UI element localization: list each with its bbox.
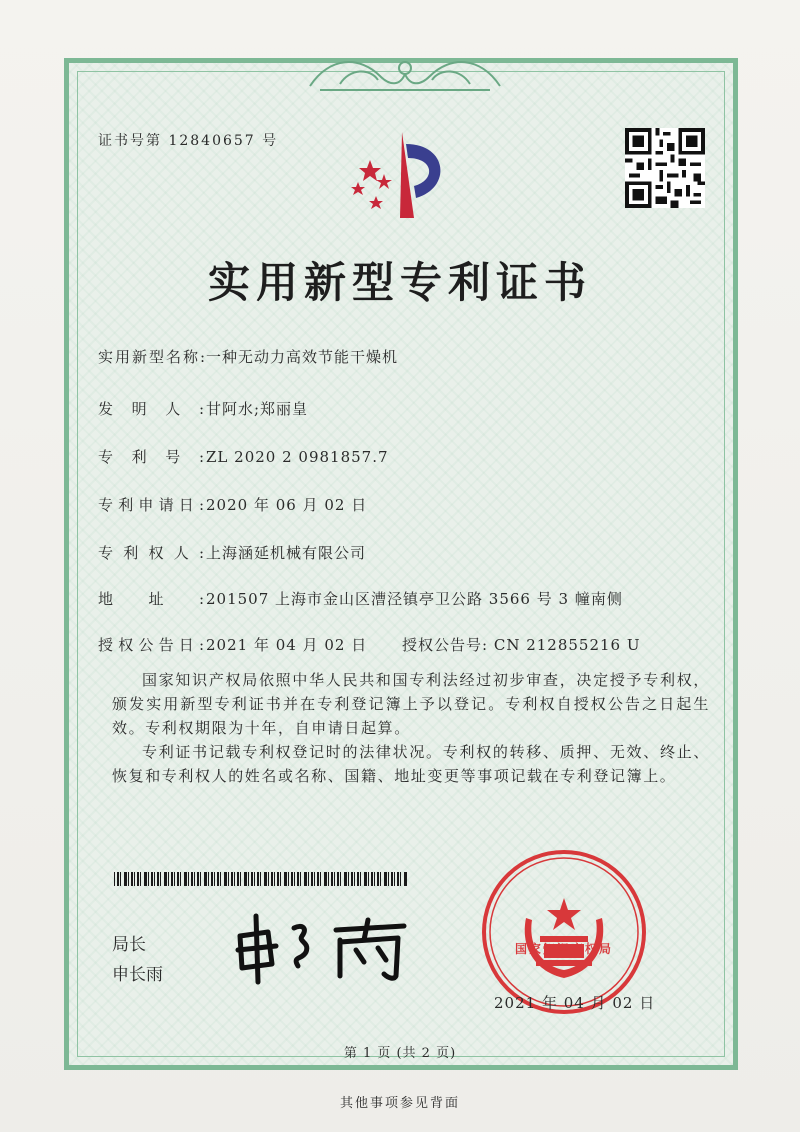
barcode-bar xyxy=(357,872,359,886)
barcode-bar xyxy=(264,872,267,886)
handwritten-signature-icon xyxy=(228,906,418,986)
barcode-bar xyxy=(294,872,295,886)
barcode-bar xyxy=(328,872,329,886)
barcode-bar xyxy=(254,872,255,886)
director-title: 局长 xyxy=(112,935,146,955)
barcode-bar xyxy=(151,872,153,886)
barcode-bar xyxy=(217,872,219,886)
field-label: 授权公告号: xyxy=(402,636,489,654)
barcode-bar xyxy=(284,872,287,886)
barcode-bar xyxy=(260,872,261,886)
field-announcement-number xyxy=(402,634,641,655)
barcode-bar xyxy=(164,872,167,886)
barcode-bar xyxy=(220,872,221,886)
barcode-bar xyxy=(337,872,339,886)
cnipa-logo-icon xyxy=(340,126,470,226)
field-patent-number xyxy=(98,446,389,467)
barcode-bar xyxy=(304,872,307,886)
barcode-bar xyxy=(244,872,247,886)
barcode-bar xyxy=(384,872,387,886)
barcode-bar xyxy=(388,872,389,886)
field-value: 上海涵延机械有限公司 xyxy=(206,544,367,562)
field-value: 一种无动力高效节能干燥机 xyxy=(206,348,399,366)
barcode-bar xyxy=(171,872,173,886)
field-grant-date xyxy=(98,634,367,655)
barcode-bar xyxy=(371,872,373,886)
certificate-title: 实用新型专利证书 xyxy=(207,258,592,307)
seal-text: 国家知识产权局 xyxy=(514,942,613,956)
barcode-bar xyxy=(137,872,139,886)
barcode-bar xyxy=(394,872,395,886)
barcode-bar xyxy=(248,872,249,886)
barcode-bar xyxy=(400,872,401,886)
barcode-bar xyxy=(288,872,289,886)
barcode-bar xyxy=(271,872,273,886)
barcode-bar xyxy=(268,872,269,886)
field-patentee xyxy=(98,542,366,563)
barcode-bar xyxy=(257,872,259,886)
barcode-bar xyxy=(404,872,407,886)
barcode-bar xyxy=(224,872,227,886)
barcode-bar xyxy=(240,872,241,886)
barcode-bar xyxy=(114,872,115,886)
certificate-number xyxy=(98,130,278,150)
barcode-bar xyxy=(380,872,381,886)
field-address xyxy=(98,588,623,609)
barcode-bar xyxy=(237,872,239,886)
back-note: 其他事项参见背面 xyxy=(339,1096,460,1111)
qr-code-icon xyxy=(625,128,705,208)
barcode-bar xyxy=(208,872,209,886)
certificate-number-suffix: 号 xyxy=(262,133,279,149)
barcode-bar xyxy=(214,872,215,886)
barcode-bar xyxy=(211,872,213,886)
barcode-bar xyxy=(317,872,319,886)
barcode-bar xyxy=(324,872,327,886)
field-label: 专利申请日: xyxy=(98,496,206,514)
barcode-bar xyxy=(231,872,233,886)
barcode-bar xyxy=(360,872,361,886)
barcode-bar xyxy=(397,872,399,886)
barcode-bar xyxy=(348,872,349,886)
director-name: 申长雨 xyxy=(112,965,163,985)
barcode-bar xyxy=(340,872,341,886)
barcode-bar xyxy=(180,872,181,886)
barcode-bar xyxy=(200,872,201,886)
page-number: 第 1 页 (共 2 页) xyxy=(343,1046,457,1061)
field-label: 专利号: xyxy=(98,448,206,466)
field-value: 2021 年 04 月 02 日 xyxy=(206,636,368,654)
barcode-bar xyxy=(334,872,335,886)
barcode-bar xyxy=(188,872,189,886)
barcode-bar xyxy=(377,872,379,886)
field-label: 地址: xyxy=(98,590,206,608)
barcode-bar xyxy=(124,872,127,886)
barcode-bar xyxy=(311,872,313,886)
field-value: 2020 年 06 月 02 日 xyxy=(206,496,368,514)
barcode-bar xyxy=(120,872,121,886)
barcode-bar xyxy=(374,872,375,886)
barcode-bar xyxy=(194,872,195,886)
barcode-bar xyxy=(204,872,207,886)
certificate-number-label: 证书号第 xyxy=(98,133,162,149)
field-value: ZL 2020 2 0981857.7 xyxy=(206,448,389,466)
dragon-ornament-icon xyxy=(300,46,510,94)
barcode-bar xyxy=(280,872,281,886)
field-application-date xyxy=(98,494,367,515)
barcode-bar xyxy=(128,872,129,886)
barcode-bar xyxy=(131,872,133,886)
field-inventors xyxy=(98,398,308,419)
barcode-bar xyxy=(331,872,333,886)
barcode-bar xyxy=(154,872,155,886)
seal-date: 2021 年 04 月 02 日 xyxy=(494,994,656,1012)
field-label: 实用新型名称: xyxy=(98,348,208,366)
barcode-bar xyxy=(160,872,161,886)
barcode-bar xyxy=(297,872,299,886)
field-label: 发明人: xyxy=(98,400,206,418)
certificate-number-value: 12840657 xyxy=(168,133,256,149)
barcode-bar xyxy=(364,872,367,886)
barcode-icon xyxy=(114,872,410,886)
official-seal-icon xyxy=(480,848,648,1016)
barcode-bar xyxy=(314,872,315,886)
field-value: CN 212855216 U xyxy=(493,636,641,654)
barcode-bar xyxy=(197,872,199,886)
legal-paragraph-status: 专利证书记载专利权登记时的法律状况。专利权的转移、质押、无效、终止、恢复和专利权人的姓名或名称、国籍、地址变更等事项记载在专利登记簿上。 xyxy=(112,743,710,785)
barcode-bar xyxy=(168,872,169,886)
barcode-bar xyxy=(148,872,149,886)
barcode-bar xyxy=(157,872,159,886)
barcode-bar xyxy=(300,872,301,886)
barcode-bar xyxy=(391,872,393,886)
barcode-bar xyxy=(134,872,135,886)
barcode-bar xyxy=(274,872,275,886)
barcode-bar xyxy=(140,872,141,886)
barcode-bar xyxy=(291,872,293,886)
barcode-bar xyxy=(144,872,147,886)
field-utility-model-name xyxy=(98,346,398,367)
barcode-bar xyxy=(174,872,175,886)
barcode-bar xyxy=(351,872,353,886)
barcode-bar xyxy=(177,872,179,886)
barcode-bar xyxy=(228,872,229,886)
barcode-bar xyxy=(191,872,193,886)
barcode-bar xyxy=(354,872,355,886)
barcode-bar xyxy=(251,872,253,886)
barcode-bar xyxy=(344,872,347,886)
barcode-bar xyxy=(184,872,187,886)
barcode-bar xyxy=(277,872,279,886)
barcode-bar xyxy=(368,872,369,886)
field-label: 专利权人: xyxy=(98,544,206,562)
barcode-bar xyxy=(117,872,119,886)
barcode-bar xyxy=(234,872,235,886)
field-value: 201507 上海市金山区漕泾镇亭卫公路 3566 号 3 幢南侧 xyxy=(206,590,623,608)
barcode-bar xyxy=(308,872,309,886)
field-label: 授权公告日: xyxy=(98,636,206,654)
legal-paragraph-grant: 国家知识产权局依照中华人民共和国专利法经过初步审查，决定授予专利权，颁发实用新型专利证书并在专利登记簿上予以登记。专利权自授权公告之日起生效。专利权期限为十年，自申请日起算。 xyxy=(112,671,710,737)
field-value: 甘阿水;郑丽皇 xyxy=(206,400,309,418)
barcode-bar xyxy=(320,872,321,886)
